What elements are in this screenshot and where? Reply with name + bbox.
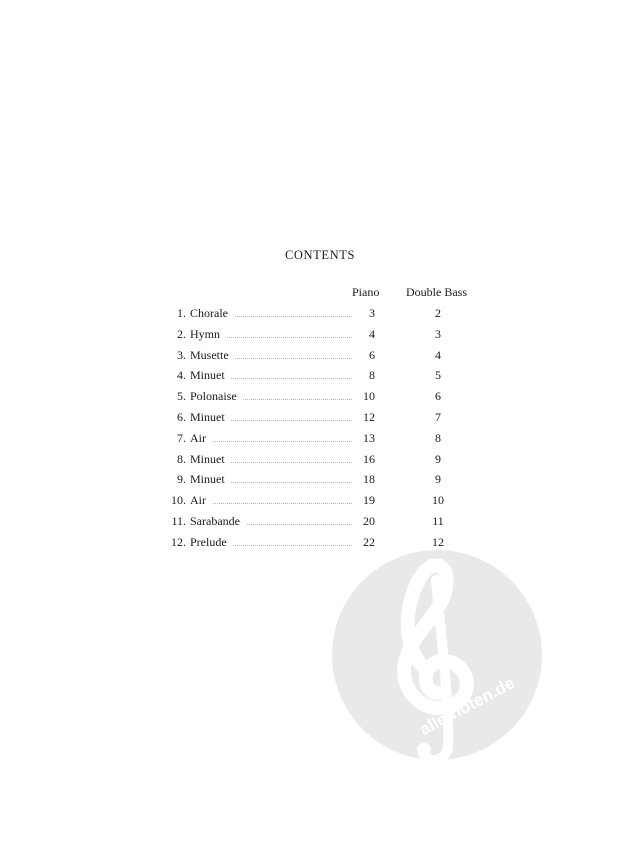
contents-row <box>0 348 622 369</box>
entry-number: 11. <box>171 513 186 528</box>
piano-page: 3 <box>352 306 375 320</box>
watermark-text: alle-noten.de <box>416 673 518 740</box>
entry-number: 12. <box>171 534 186 549</box>
entry-number: 8. <box>177 451 186 466</box>
entry-title: Air <box>190 431 212 445</box>
entry-title: Prelude <box>190 535 233 549</box>
piano-page: 20 <box>352 514 375 528</box>
bass-page: 4 <box>435 347 441 362</box>
contents-row <box>0 452 622 473</box>
entry-title: Minuet <box>190 410 231 424</box>
piano-page: 22 <box>352 535 375 549</box>
entry-number: 9. <box>177 472 186 487</box>
piano-page: 19 <box>352 493 375 507</box>
bass-page: 5 <box>435 368 441 383</box>
column-header-double-bass: Double Bass <box>406 285 467 299</box>
piano-page: 4 <box>352 327 375 341</box>
contents-row <box>0 306 622 327</box>
page-title: CONTENTS <box>284 248 356 262</box>
bass-page: 12 <box>432 534 444 549</box>
bass-page: 6 <box>435 389 441 404</box>
entry-number: 1. <box>177 306 186 320</box>
bass-page: 8 <box>435 430 441 445</box>
entry-title: Chorale <box>190 306 234 320</box>
bass-page: 9 <box>435 451 441 466</box>
bass-page: 3 <box>435 326 441 341</box>
piano-page: 8 <box>352 368 375 382</box>
entry-title: Minuet <box>190 472 231 486</box>
contents-list <box>0 306 622 556</box>
entry-title: Musette <box>190 348 235 362</box>
contents-row <box>0 410 622 431</box>
entry-title: Air <box>190 493 212 507</box>
piano-page: 6 <box>352 348 375 362</box>
bass-page: 9 <box>435 472 441 487</box>
watermark-logo <box>332 550 542 760</box>
entry-number: 5. <box>177 389 186 404</box>
piano-page: 13 <box>352 431 375 445</box>
contents-row <box>0 389 622 410</box>
contents-row <box>0 472 622 493</box>
contents-row <box>0 368 622 389</box>
entry-title: Minuet <box>190 368 231 382</box>
bass-page: 2 <box>435 306 441 320</box>
treble-clef-icon <box>332 550 542 760</box>
piano-page: 18 <box>352 472 375 486</box>
piano-page: 10 <box>352 389 375 403</box>
bass-page: 10 <box>432 493 444 508</box>
entry-number: 4. <box>177 368 186 383</box>
bass-page: 11 <box>432 513 444 528</box>
entry-title: Hymn <box>190 327 226 341</box>
entry-number: 3. <box>177 347 186 362</box>
contents-row <box>0 327 622 348</box>
column-header-piano: Piano <box>352 285 380 299</box>
entry-number: 7. <box>177 430 186 445</box>
contents-row <box>0 514 622 535</box>
entry-title: Minuet <box>190 452 231 466</box>
bass-page: 7 <box>435 409 441 424</box>
dot-leader <box>192 441 354 442</box>
entry-number: 10. <box>171 493 186 508</box>
piano-page: 16 <box>352 452 375 466</box>
entry-title: Polonaise <box>190 389 243 403</box>
entry-number: 6. <box>177 409 186 424</box>
piano-page: 12 <box>352 410 375 424</box>
dot-leader <box>192 503 354 504</box>
entry-number: 2. <box>177 326 186 341</box>
entry-title: Sarabande <box>190 514 246 528</box>
contents-row <box>0 493 622 514</box>
contents-row <box>0 431 622 452</box>
